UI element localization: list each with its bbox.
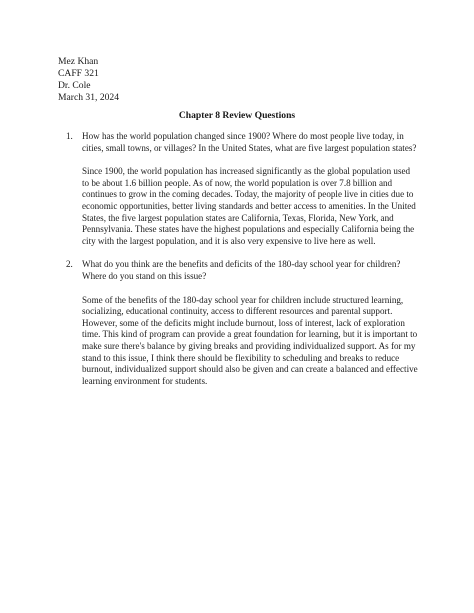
author-name: Mez Khan (58, 56, 99, 67)
question-item (58, 131, 418, 247)
answer-paragraph: Since 1900, the world population has increased significantly as the global population used to be about 1.6 billion people. As of now, the world population is over 7.8 billion and continues to grow in the coming decades. Today, the majority of people live in cities due to economic opportunities, better living standards and better access to amenities. In the United States, the five largest population states are California, Texas, Florida, New York, and Pennsylvania. These states have the highest populations and especially California being the city with the largest population, and it is also very expensive to live here as well. (82, 166, 416, 246)
course-code: CAFF 321 (58, 68, 99, 79)
question-number: 1. (66, 131, 73, 141)
answer-paragraph: Some of the benefits of the 180-day school year for children include structured learning, socializing, educational continuity, access to different resources and parental support. However, some of the deficits might include burnout, loss of interest, lack of exploration time. This kind of program can provide a great foundation for learning, but it is important to make sure there's balance by giving breaks and providing individualized support. As for my stand to this issue, I think there should be flexibility to scheduling and breaks to reduce burnout, individualized support should also be given and can create a balanced and effective learning environment for students. (82, 294, 418, 386)
question-number: 2. (66, 259, 73, 270)
question-list (58, 131, 418, 387)
instructor-name: Dr. Cole (58, 80, 91, 91)
submission-date: March 31, 2024 (58, 92, 120, 103)
author-header (58, 56, 119, 104)
question-text: What do you think are the benefits and deficits of the 180-day school year for children? Where do you stand on this issue? (82, 259, 401, 281)
question-text: How has the world population changed since 1900? Where do most people live today, in cities, small towns, or villages? In the United States, what are five largest population states? (82, 131, 417, 153)
question-item (58, 259, 418, 387)
document-title: Chapter 8 Review Questions (178, 110, 296, 121)
